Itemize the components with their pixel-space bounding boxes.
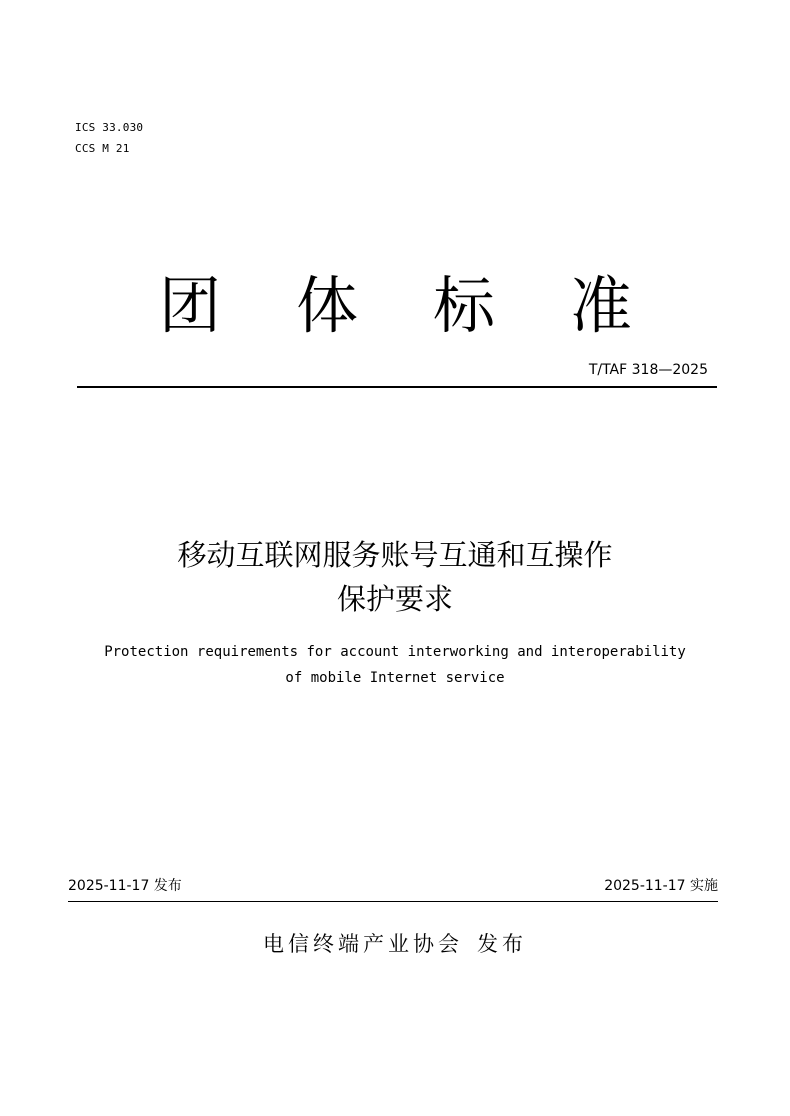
header-divider	[77, 386, 717, 388]
title-english-line-2: of mobile Internet service	[285, 670, 505, 686]
title-english-line-1: Protection requirements for account interworking and interoperability	[104, 644, 686, 660]
standard-type-char-3: 标	[432, 269, 495, 342]
standard-type-char-2: 体	[295, 269, 358, 342]
footer-divider	[68, 901, 718, 902]
issue-date: 2025-11-17 发布	[68, 878, 182, 894]
publisher-name: 电信终端产业协会	[263, 932, 463, 956]
implementation-date: 2025-11-17 实施	[604, 878, 718, 894]
publisher-line	[0, 930, 790, 958]
ccs-code: CCS M 21	[75, 142, 130, 155]
title-chinese-line-1: 移动互联网服务账号互通和互操作	[177, 538, 613, 572]
standard-number: T/TAF 318—2025	[588, 362, 708, 378]
ics-code: ICS 33.030	[75, 121, 144, 134]
title-chinese-line-2: 保护要求	[336, 582, 453, 616]
standard-type-char-4: 准	[569, 269, 632, 342]
standard-type-char-1: 团	[158, 269, 221, 342]
publisher-action: 发布	[477, 932, 527, 956]
